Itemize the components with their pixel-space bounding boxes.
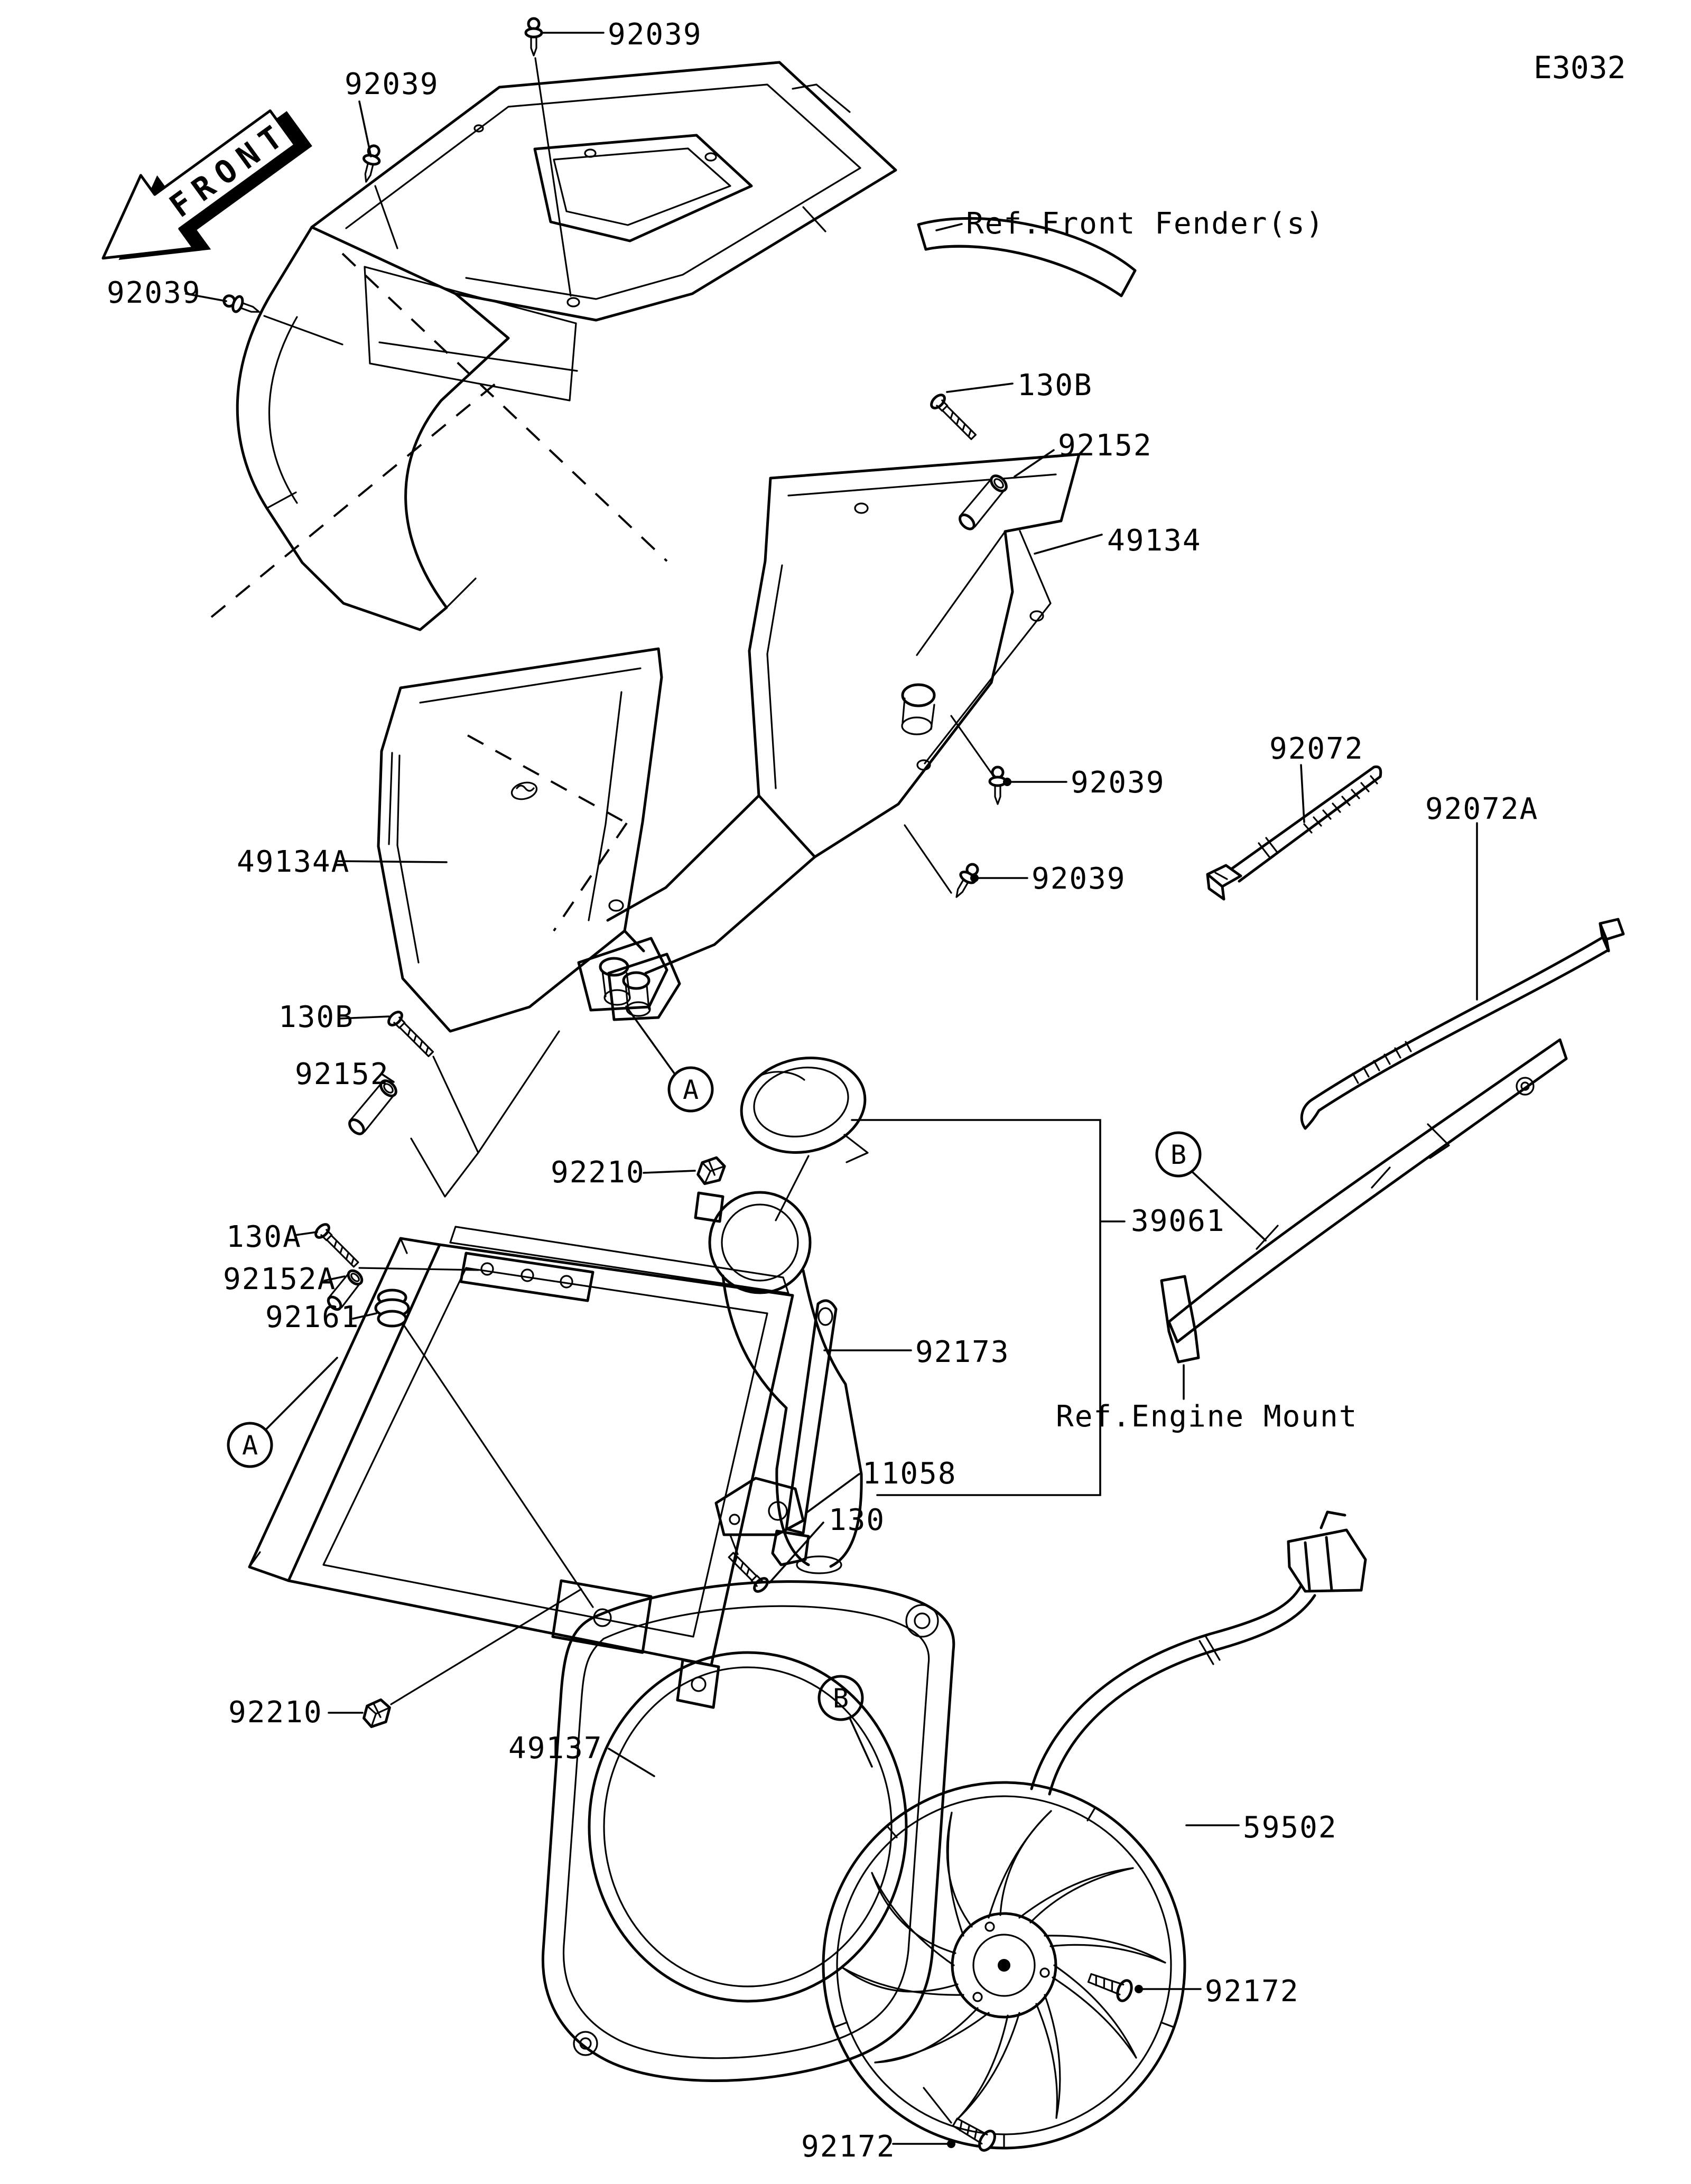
part-label-92039-2[interactable]: 92039 (345, 67, 439, 101)
radiator-cap-drawing (732, 1047, 874, 1163)
bracket-hole (522, 1270, 533, 1281)
part-label-49134[interactable]: 49134 (1107, 524, 1202, 558)
part-label-92039-5[interactable]: 92039 (1032, 862, 1126, 896)
shroud-fold-dashed (468, 735, 627, 931)
leader-line (1015, 450, 1054, 477)
fan-connector (1288, 1512, 1365, 1591)
rivet-icon (221, 292, 262, 319)
leader-line (850, 1718, 872, 1767)
leader-line (266, 1358, 337, 1430)
part-label-92173[interactable]: 92173 (915, 1335, 1010, 1369)
grommet-icon (376, 1290, 408, 1326)
part-label-92072[interactable]: 92072 (1269, 732, 1364, 766)
cable-tie-92072-drawing (1207, 767, 1381, 899)
hardware-locator-line (924, 2088, 951, 2123)
rivet-locator-line (264, 316, 342, 344)
part-label-92172-2[interactable]: 92172 (801, 2130, 896, 2164)
hardware-locator-line (404, 1325, 593, 1607)
shroud-inner-lines (767, 474, 1056, 790)
part-label-92039-4[interactable]: 92039 (1071, 766, 1165, 800)
leader-line (359, 101, 371, 156)
fan-ring-ticks (834, 1809, 1174, 2147)
rail-outline (1169, 1040, 1566, 1342)
fan-shroud-opening (589, 1653, 906, 2001)
part-label-92210-2[interactable]: 92210 (228, 1695, 323, 1730)
marker-letter: A (241, 1430, 258, 1461)
leader-line (936, 224, 962, 230)
part-label-92172-1[interactable]: 92172 (1205, 1974, 1299, 2009)
rivet-locator-line (905, 825, 951, 893)
rivet-locator-line (375, 186, 397, 248)
fender-dashed-line (211, 376, 505, 617)
shroud-hole (855, 503, 868, 513)
screw-icon (950, 2113, 998, 2153)
part-label-92039-3[interactable]: 92039 (107, 276, 201, 310)
fender-skirt-inner (267, 317, 476, 608)
bolt-icon (929, 393, 979, 443)
fan-wire (1032, 1586, 1315, 1794)
shroud-damper-base (902, 717, 932, 734)
fender-step-lines (793, 85, 850, 231)
shroud-mount-hole-inner (915, 1613, 930, 1628)
part-label-130[interactable]: 130 (829, 1503, 886, 1537)
part-label-130B-1[interactable]: 130B (1017, 368, 1093, 403)
rivet-locator-line (951, 716, 992, 774)
fender-hole (705, 153, 716, 161)
clip-icon (696, 1154, 727, 1188)
bracket-hole (481, 1263, 493, 1275)
shroud-inner-lines (389, 668, 640, 963)
part-label-92152-2[interactable]: 92152 (295, 1057, 389, 1091)
section-marker-b-1[interactable] (1157, 1133, 1200, 1176)
leader-line (1035, 535, 1102, 554)
part-label-92210-1[interactable]: 92210 (551, 1155, 645, 1190)
shroud-mount-hole (574, 2032, 597, 2055)
neck-opening-inner (722, 1205, 798, 1281)
tie-head (1207, 865, 1241, 899)
leader-line (644, 1171, 695, 1173)
part-label-49137[interactable]: 49137 (508, 1731, 603, 1766)
fan-shroud-opening-inner (604, 1667, 891, 1986)
fan-hub-screw (986, 1922, 994, 1931)
shroud-emblem-mark (517, 786, 534, 791)
fender-dashed-line (342, 254, 667, 561)
fan-hub-center (998, 1959, 1010, 1972)
hardware-locator-line (925, 531, 1051, 763)
part-label-ref-front-fender[interactable]: Ref.Front Fender(s) (966, 207, 1325, 241)
shroud-outline (749, 454, 1079, 857)
fan-shroud-inner (564, 1606, 929, 2058)
part-label-39061[interactable]: 39061 (1131, 1204, 1225, 1238)
clip-icon (362, 1697, 391, 1730)
shroud-hole (609, 900, 623, 911)
stay-hole (819, 1308, 832, 1325)
front-arrow-label: FRONT (163, 114, 296, 225)
leader-line (338, 861, 447, 862)
cable-tie-92072a-drawing (1302, 919, 1623, 1128)
neck-opening (710, 1192, 810, 1293)
rivet-icon (526, 18, 542, 55)
part-label-49134A[interactable]: 49134A (237, 845, 350, 879)
fender-skirt (237, 227, 508, 630)
rail-hole (1517, 1078, 1534, 1095)
fender-opening-inner (554, 148, 730, 225)
tie-strap (1231, 767, 1381, 881)
part-label-130B-2[interactable]: 130B (278, 1000, 354, 1034)
fender-opening (535, 135, 751, 241)
shroud-emblem (510, 780, 538, 801)
hardware-locator-line (359, 1268, 478, 1270)
radiator-outline (289, 1245, 793, 1665)
bracket-leader-line (852, 1120, 1125, 1495)
stay-rod (786, 1301, 836, 1533)
part-label-92039-1[interactable]: 92039 (608, 17, 702, 52)
part-label-59502[interactable]: 59502 (1243, 1810, 1337, 1845)
fan-hub-screw (973, 1993, 982, 2001)
tie-strap (1302, 938, 1609, 1128)
part-label-ref-engine-mount[interactable]: Ref.Engine Mount (1056, 1399, 1358, 1434)
hardware-locator-line (411, 1031, 559, 1197)
front-direction-arrow (77, 84, 326, 303)
marker-letter: A (682, 1075, 699, 1105)
tie-ribs (1353, 1042, 1411, 1083)
shroud-damper (903, 685, 934, 706)
fender-right-strip-inner (926, 247, 1110, 288)
rail-tab (1372, 1124, 1449, 1188)
marker-letter: B (832, 1683, 849, 1714)
part-label-11058[interactable]: 11058 (862, 1457, 957, 1491)
fan-hub-screw (1040, 1968, 1049, 1977)
radiator-lower-bracket (553, 1581, 651, 1653)
tie-head (1600, 919, 1623, 951)
marker-letter: B (1170, 1140, 1187, 1170)
rail-foot (1162, 1276, 1198, 1362)
part-label-92161[interactable]: 92161 (265, 1300, 360, 1334)
radiator-top-tab (695, 1193, 723, 1221)
tie-head-slot (1215, 873, 1227, 879)
bolt-icon (386, 1010, 436, 1060)
leader-line (947, 384, 1012, 392)
fender-deck-inner (346, 85, 860, 299)
fender-hole (568, 298, 579, 306)
fender-inner-panel (365, 267, 577, 400)
part-label-130A[interactable]: 130A (226, 1220, 302, 1254)
part-label-92152-1[interactable]: 92152 (1058, 428, 1153, 463)
diagram-code: E3032 (1534, 50, 1626, 86)
shroud-49134a-drawing (378, 649, 680, 1031)
shroud-mount-hole (906, 1605, 938, 1637)
part-label-92152A[interactable]: 92152A (223, 1262, 337, 1296)
leader-line (1301, 765, 1304, 822)
part-label-92072A[interactable]: 92072A (1425, 792, 1539, 826)
section-marker-a-1[interactable] (669, 1068, 712, 1111)
bracket-hole (730, 1515, 739, 1524)
radiator-top-shield (450, 1227, 788, 1293)
leader-line (626, 1006, 675, 1074)
rivet-icon (990, 767, 1006, 804)
